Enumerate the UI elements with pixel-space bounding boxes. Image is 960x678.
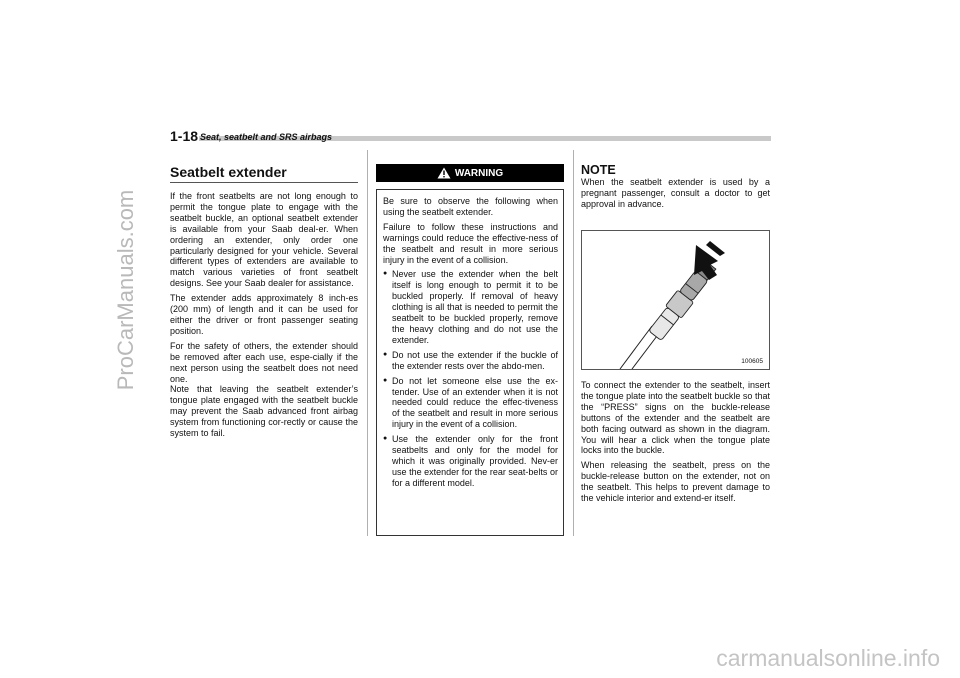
figure-code: 100605 (741, 358, 763, 365)
warning-banner (376, 164, 564, 182)
paragraph: The extender adds approximately 8 inch-es (200 mm) of length and it can be used for either the driver or front passenger seating position. (170, 293, 358, 336)
warning-label: WARNING (454, 167, 504, 179)
seatbelt-extender-illustration (582, 231, 769, 369)
column-seatbelt-extender (170, 164, 358, 443)
warning-intro: Be sure to observe the following when using the seatbelt extender. (383, 196, 558, 217)
note-text: When the seatbelt extender is used by a pregnant passenger, consult a doctor to get approval in advance. (581, 177, 770, 209)
warning-bullet: ● Never use the extender when the belt itself is long enough to permit it to be buckled properly. If removal of heavy clothing is all that is needed to permit the seatbelt to be buckled properly, remove the heavy clothing and do not use the extender. (383, 269, 558, 345)
page-number: 1-18 (170, 128, 199, 144)
paragraph: To connect the extender to the seatbelt, insert the tongue plate into the seatbelt buckle so that the “PRESS” signs on the buckle-release buttons of the extender and the seatbelt are both facing outward as shown in the diagram. You will hear a click when the tongue plate locks into the buckle. (581, 380, 770, 456)
paragraph: When releasing the seatbelt, press on the buckle-release button on the extender, not on the seatbelt. This helps to prevent damage to the vehicle interior and extend-er itself. (581, 460, 770, 504)
column-connect-instructions (581, 380, 770, 508)
bottom-watermark: carmanualsonline.info (716, 645, 940, 671)
note-heading: NOTE (581, 163, 616, 177)
column-divider (367, 150, 368, 536)
column-divider (573, 150, 574, 536)
side-watermark: ProCarManuals.com (113, 189, 138, 391)
warning-box (376, 189, 564, 536)
warning-bullet: ● Do not use the extender if the buckle of the extender rests over the abdo-men. (383, 350, 558, 372)
warning-triangle-icon (437, 167, 451, 179)
warning-list (383, 269, 558, 488)
heading-seatbelt-extender: Seatbelt extender (170, 164, 358, 183)
paragraph: If the front seatbelts are not long enough to permit the tongue plate to engage with the seatbelt buckle, an optional seatbelt extender is available from your Saab deal-er. When ordering an extender, only order one particularly designed for your vehicle. Several different types of extenders are available to match various varieties of front seatbelt designs. See your Saab dealer for assistance. (170, 191, 358, 289)
section-title: Seat, seatbelt and SRS airbags (200, 132, 333, 142)
seatbelt-extender-figure (581, 230, 770, 370)
warning-bullet: ● Do not let someone else use the ex-tender. Use of an extender when it is not needed could reduce the effec-tiveness of the seatbelt and result in more serious injury in the event of a collision. (383, 376, 558, 431)
paragraph: Note that leaving the seatbelt extender’s tongue plate engaged with the seatbelt buckle may prevent the Saab advanced front airbag system from functioning cor-rectly or cause the system to fail. (170, 384, 358, 439)
column-note (581, 164, 770, 214)
warning-bullet: ● Use the extender only for the front seatbelts and only for the model for which it was originally provided. Nev-er use the extender for the rear seat-belts or for a different model. (383, 434, 558, 489)
warning-paragraph: Failure to follow these instructions and warnings could reduce the effective-ness of the seatbelt and result in more serious injury in the event of a collision. (383, 221, 558, 265)
paragraph: For the safety of others, the extender should be removed after each use, espe-cially if the next person using the seatbelt does not need one. (170, 340, 358, 384)
